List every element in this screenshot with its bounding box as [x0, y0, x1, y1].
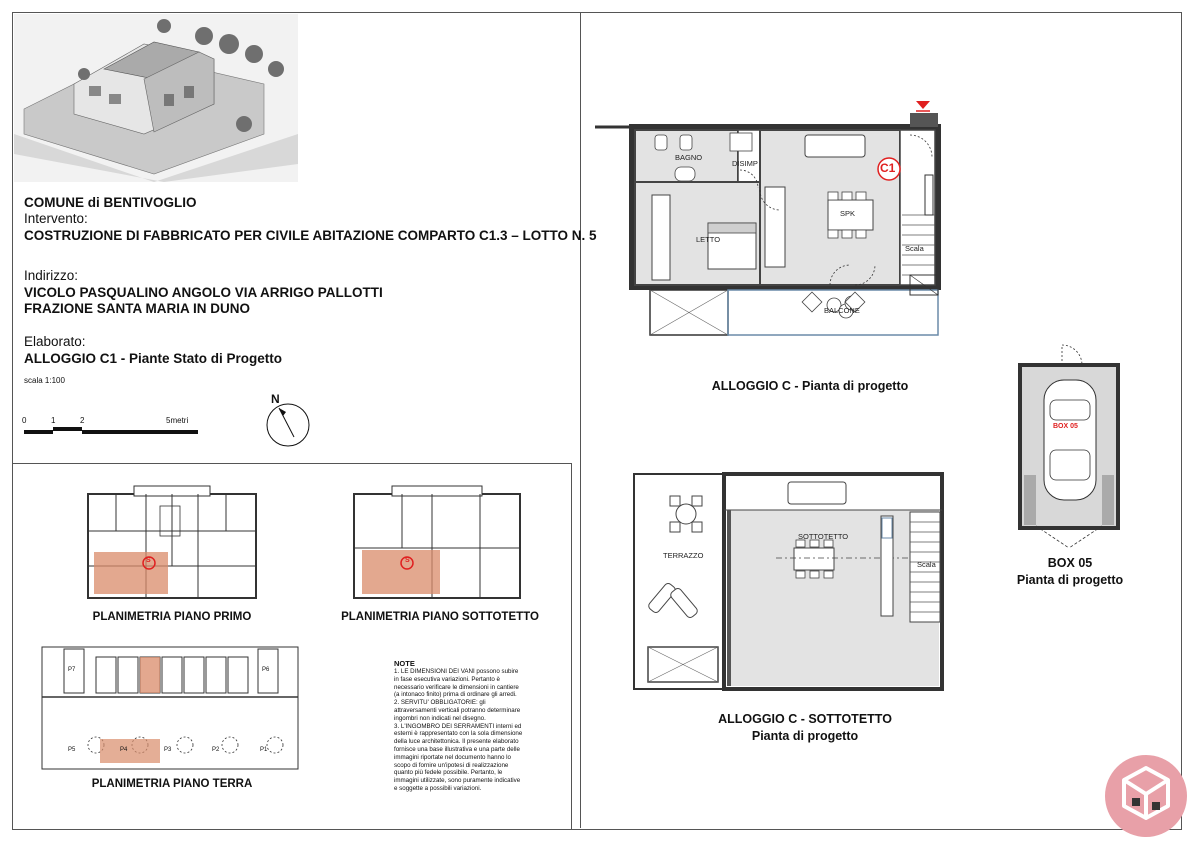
room-label-spk: SPK: [840, 209, 856, 218]
scale-text: scala 1:100: [24, 376, 65, 385]
elaborato-text: ALLOGGIO C1 - Piante Stato di Progetto: [24, 351, 283, 366]
notes-line: scopo di fornire un'ipotesi di realizzazione: [394, 761, 509, 769]
scale-tick-2: 2: [80, 416, 85, 425]
parking-label-p7: P7: [68, 667, 76, 673]
parking-label-p1: P1: [260, 747, 268, 753]
comune-title: COMUNE di BENTIVOGLIO: [24, 195, 197, 210]
notes-line: immagini riportate nel documento hanno lo: [394, 753, 511, 761]
notes-line: immagini utilizzate, sono puramente indicative: [394, 777, 521, 785]
indirizzo-line-1: VICOLO PASQUALINO ANGOLO VIA ARRIGO PALLOTTI: [24, 285, 383, 300]
notes-line: necessario verificare le dimensioni in cantiere: [394, 683, 519, 691]
intervento-text: COSTRUZIONE DI FABBRICATO PER CIVILE ABITAZIONE COMPARTO C1.3 – LOTTO N. 5: [24, 228, 597, 243]
notes-line: (a intonaco finito) prima di ordinare gli arredi.: [394, 691, 517, 699]
main-plan-caption: ALLOGGIO C - Pianta di progetto: [711, 379, 909, 393]
room-label-sottotetto: SOTTOTETTO: [798, 532, 849, 541]
box-caption-line-1: BOX 05: [1047, 556, 1093, 570]
scale-bar: [24, 416, 204, 440]
north-arrow: [264, 392, 312, 444]
box-caption-line-2: Pianta di progetto: [1016, 573, 1124, 587]
key-plan-piano-sottotetto: [352, 486, 524, 608]
notes-line: 3. L'INGOMBRO DEI SERRAMENTI interni ed: [394, 722, 522, 730]
main-floor-plan: [590, 95, 950, 355]
parking-label-p6: P6: [262, 667, 270, 673]
intervento-label: Intervento:: [24, 211, 88, 226]
notes-line: ingombri non indicati nel disegno.: [394, 714, 486, 722]
notes-line: 2. SERVITU' OBBLIGATORIE: gli: [394, 699, 486, 707]
garage-box-plan: [1014, 340, 1124, 550]
room-label-scala: Scala: [905, 244, 924, 253]
notes-title: NOTE: [394, 659, 415, 668]
north-label: N: [271, 392, 280, 406]
parking-label-p4: P4: [120, 747, 128, 753]
building-rendering-image: [14, 14, 298, 182]
scale-tick-5: 5metri: [166, 416, 189, 425]
key-plan-marker-primo: S: [146, 557, 151, 564]
notes-line: fornisce una base illustrativa e una parte delle: [394, 745, 520, 753]
room-label-bagno: BAGNO: [675, 153, 703, 162]
parking-labels: [40, 643, 300, 773]
attic-caption-line-1: ALLOGGIO C - SOTTOTETTO: [718, 712, 892, 726]
company-logo: [1104, 754, 1188, 838]
key-plan-piano-primo: [86, 486, 258, 608]
notes-line: quanto più fedele possibile. Pertanto, le: [394, 769, 503, 777]
room-label-terrazzo: TERRAZZO: [663, 551, 704, 560]
key-plan-caption-terra: PLANIMETRIA PIANO TERRA: [91, 778, 253, 790]
indirizzo-line-2: FRAZIONE SANTA MARIA IN DUNO: [24, 301, 250, 316]
room-label-balcone: BALCONE: [824, 306, 860, 315]
key-plan-caption-sottotetto: PLANIMETRIA PIANO SOTTOTETTO: [341, 611, 539, 623]
room-label-scala-attic: Scala: [917, 560, 936, 569]
parking-label-p2: P2: [212, 747, 220, 753]
room-label-letto: LETTO: [696, 235, 721, 244]
key-plan-caption-primo: PLANIMETRIA PIANO PRIMO: [92, 611, 252, 623]
unit-marker-c1: C1: [880, 161, 896, 175]
attic-floor-plan: [626, 472, 946, 694]
notes-line: 1. LE DIMENSIONI DEI VANI possono subire: [394, 668, 519, 675]
indirizzo-label: Indirizzo:: [24, 268, 79, 283]
parking-label-p3: P3: [164, 747, 172, 753]
box-label: BOX 05: [1053, 423, 1078, 430]
notes-line: in fase esecutiva variazioni. Pertanto è: [394, 675, 500, 683]
notes-line: esterni è rappresentato con la sola dimensione: [394, 730, 523, 738]
notes-line: e soggette a possibili variazioni.: [394, 784, 482, 792]
parking-label-p5: P5: [68, 747, 76, 753]
key-plan-marker-sottotetto: S: [405, 557, 410, 564]
scale-tick-1: 1: [51, 416, 56, 425]
notes-block: [394, 659, 562, 793]
left-panel-divider: [580, 12, 581, 828]
notes-line: attraversamenti verticali potranno determinare: [394, 706, 521, 714]
attic-caption-line-2: Pianta di progetto: [751, 729, 859, 743]
notes-line: della luce architettonica. Il presente elaborato: [394, 738, 519, 746]
elaborato-label: Elaborato:: [24, 334, 86, 349]
scale-tick-0: 0: [22, 416, 27, 425]
room-label-disimp: DISIMP: [732, 159, 758, 168]
